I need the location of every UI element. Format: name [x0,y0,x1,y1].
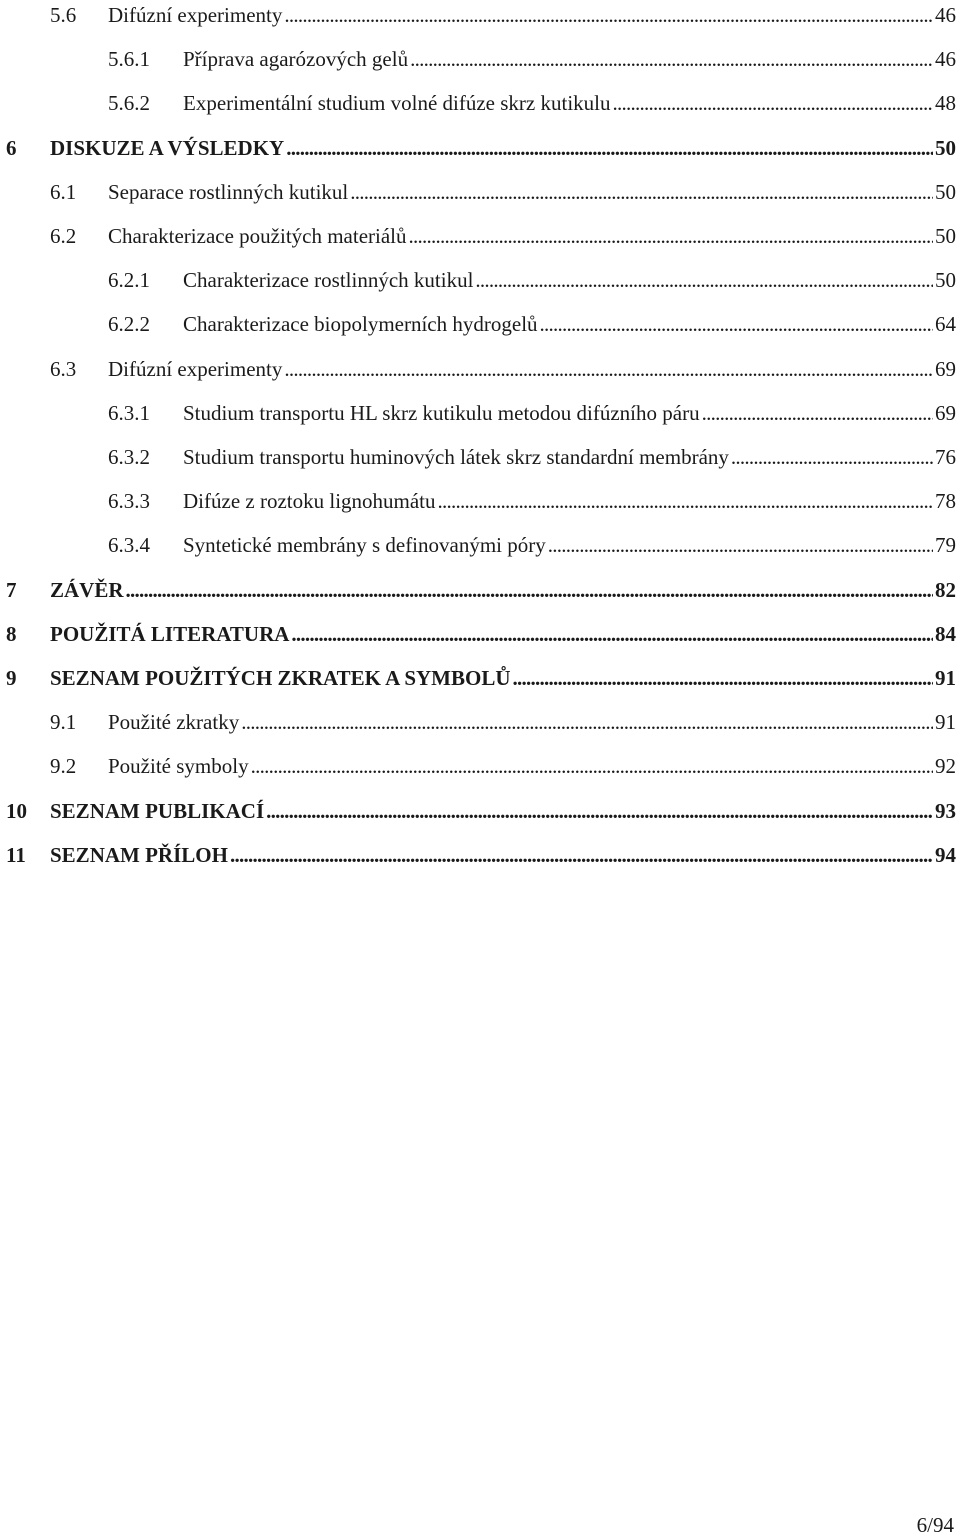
toc-entry-line [108,177,956,207]
toc-dot-leader [438,486,933,516]
toc-entry-page: 50 [935,268,956,293]
toc-entry-number: 6.3 [50,356,77,381]
toc-entry-title: Příprava agarózových gelů [183,47,409,72]
toc-entry[interactable] [0,796,960,832]
toc-entry-page: 46 [935,47,956,72]
toc-dot-leader [266,796,933,826]
toc-entry-page: 50 [935,224,956,248]
toc-entry[interactable] [0,398,960,434]
toc-dot-leader [241,707,933,737]
toc-entry-number: 6.2 [50,224,77,248]
toc-entry[interactable] [0,133,960,169]
toc-dot-leader [540,309,933,339]
toc-entry-title: SEZNAM PUBLIKACÍ [50,798,265,823]
toc-entry-title: Experimentální studium volné difúze skrz kutikulu [183,91,611,116]
toc-entry-line [108,221,956,251]
toc-entry-page: 50 [935,135,956,160]
toc-entry-title: Použité zkratky [108,710,240,735]
toc-dot-leader [251,751,933,781]
toc-entry-number: 6.3.2 [108,445,150,469]
toc-entry-title: Použité symboly [108,754,249,779]
toc-entry[interactable] [0,707,960,743]
toc-entry[interactable] [0,840,960,876]
toc-dot-leader [126,575,933,605]
toc-entry-title: Syntetické membrány s definovanými póry [183,533,546,558]
toc-entry-line [50,575,956,605]
toc-entry-number: 11 [6,842,26,867]
toc-entry-title: Charakterizace rostlinných kutikul [183,268,474,293]
toc-entry-line [183,442,956,472]
toc-entry-line [183,398,956,428]
toc-entry-line [50,619,956,649]
toc-entry[interactable] [0,265,960,301]
toc-entry-page: 93 [935,798,956,823]
toc-entry-page: 64 [935,312,956,337]
toc-entry-number: 5.6.2 [108,91,150,116]
toc-entry-page: 69 [935,400,956,425]
toc-entry-title: SEZNAM POUŽITÝCH ZKRATEK A SYMBOLŮ [50,666,511,690]
toc-entry-page: 82 [935,577,956,602]
toc-entry-number: 6.3.4 [108,533,150,558]
toc-entry-number: 5.6 [50,3,77,27]
toc-dot-leader [350,177,933,207]
toc-entry-number: 8 [6,621,17,646]
toc-entry-page: 48 [935,91,956,116]
toc-entry[interactable] [0,44,960,80]
toc-entry-page: 46 [935,3,956,27]
toc-entry[interactable] [0,751,960,787]
toc-entry-line [50,796,956,826]
toc-entry-title: Charakterizace biopolymerních hydrogelů [183,312,538,337]
toc-entry-title: Difúzní experimenty [108,3,283,27]
toc-entry-title: DISKUZE A VÝSLEDKY [50,135,285,160]
toc-entry-number: 9.1 [50,710,77,735]
toc-entry[interactable] [0,663,960,699]
toc-entry-number: 6.2.1 [108,268,150,293]
toc-entry-line [108,0,956,30]
toc-dot-leader [291,619,933,649]
toc-entry-page: 79 [935,533,956,558]
toc-entry-number: 6 [6,135,17,160]
toc-entry-page: 76 [935,445,956,469]
toc-entry-line [108,751,956,781]
toc-entry-line [50,133,956,163]
page-number: 6/94 [916,1513,954,1537]
toc-dot-leader [731,442,933,472]
toc-entry-line [183,265,956,295]
toc-entry-number: 9.2 [50,754,77,779]
toc-entry-title: SEZNAM PŘÍLOH [50,842,228,867]
toc-entry-number: 6.1 [50,179,77,204]
toc-entry-page: 78 [935,489,956,514]
toc-dot-leader [410,44,933,74]
toc-entry-page: 94 [935,842,956,867]
toc-entry-number: 10 [6,798,27,823]
toc-entry-number: 6.3.1 [108,400,150,425]
toc-entry[interactable] [0,442,960,478]
toc-entry-page: 50 [935,179,956,204]
toc-dot-leader [409,221,933,251]
toc-entry-line [183,44,956,74]
toc-entry[interactable] [0,575,960,611]
toc-entry[interactable] [0,619,960,655]
toc-entry-line [108,707,956,737]
toc-entry-title: Difúze z roztoku lignohumátu [183,489,436,514]
toc-entry[interactable] [0,177,960,213]
toc-dot-leader [284,354,933,384]
toc-entry-number: 9 [6,666,17,690]
toc-dot-leader [286,133,933,163]
toc-dot-leader [513,663,933,693]
toc-dot-leader [284,0,933,30]
toc-entry-line [108,354,956,384]
toc-entry-page: 84 [935,621,956,646]
toc-entry[interactable] [0,0,960,36]
toc-entry-title: POUŽITÁ LITERATURA [50,621,290,646]
toc-entry-title: Studium transportu huminových látek skrz standardní membrány [183,445,729,469]
toc-entry-title: Separace rostlinných kutikul [108,179,349,204]
toc-entry-line [183,530,956,560]
toc-entry-number: 5.6.1 [108,47,150,72]
toc-entry-line [183,486,956,516]
toc-entry-line [183,309,956,339]
toc-entry[interactable] [0,486,960,522]
toc-entry-line [183,88,956,118]
toc-entry-line [50,840,956,870]
toc-entry-page: 92 [935,754,956,779]
toc-entry-number: 7 [6,577,17,602]
toc-entry[interactable] [0,354,960,390]
toc-entry-number: 6.2.2 [108,312,150,337]
toc-entry-page: 91 [935,666,956,690]
toc-entry-title: Difúzní experimenty [108,356,283,381]
toc-dot-leader [613,88,934,118]
toc-entry[interactable] [0,309,960,345]
toc-entry-page: 69 [935,356,956,381]
toc-dot-leader [475,265,933,295]
toc-entry[interactable] [0,221,960,257]
toc-entry-title: Studium transportu HL skrz kutikulu metodou difúzního páru [183,400,700,425]
toc-dot-leader [702,398,933,428]
toc-entry-title: ZÁVĚR [50,577,124,602]
toc-entry[interactable] [0,88,960,124]
toc-dot-leader [548,530,933,560]
toc-entry[interactable] [0,530,960,566]
toc-dot-leader [230,840,933,870]
toc-entry-title: Charakterizace použitých materiálů [108,224,407,248]
toc-entry-number: 6.3.3 [108,489,150,514]
toc-entry-line [50,663,956,693]
toc-entry-page: 91 [935,710,956,735]
